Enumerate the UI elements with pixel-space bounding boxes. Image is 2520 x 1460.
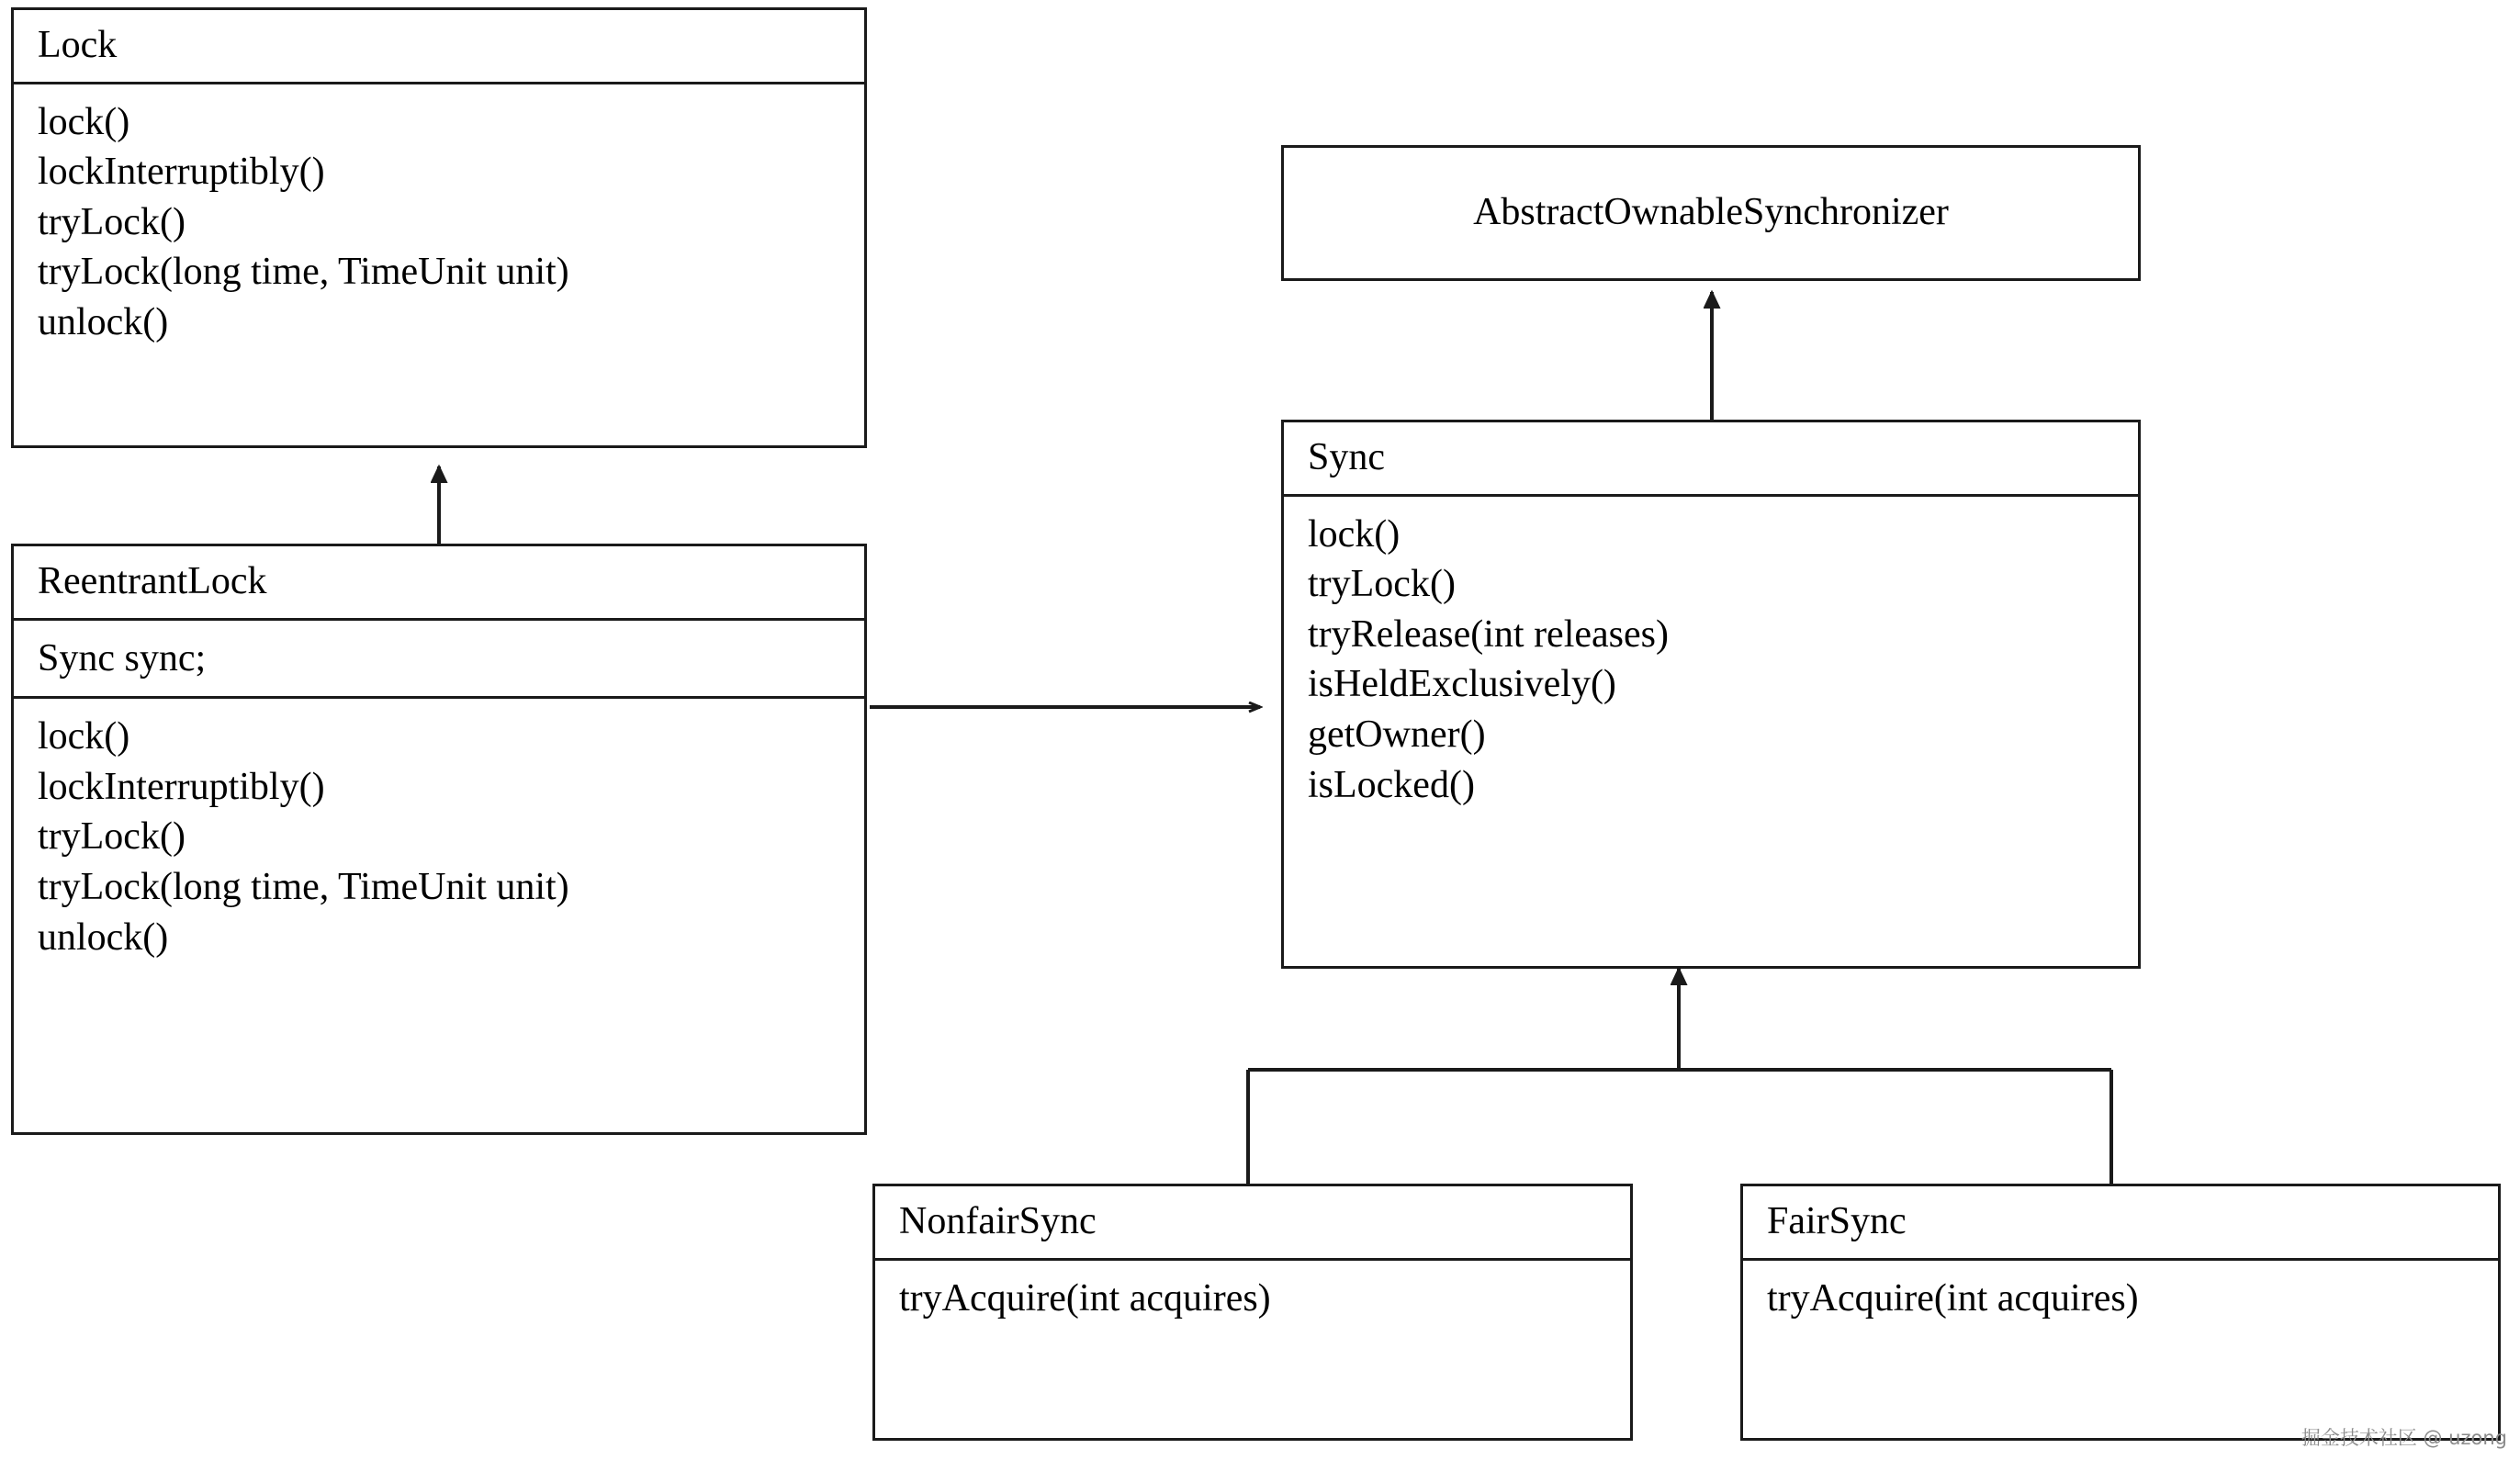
class-box-fairsync[interactable] bbox=[1740, 1184, 2501, 1441]
class-title-reentrantlock: ReentrantLock bbox=[38, 560, 267, 602]
class-methods-fairsync bbox=[1743, 1261, 2498, 1339]
class-title-abstractownablesynchronizer: AbstractOwnableSynchronizer bbox=[1473, 191, 1949, 234]
class-methods-nonfairsync bbox=[875, 1261, 1630, 1339]
method-item: lock() bbox=[38, 715, 130, 758]
method-item: tryLock() bbox=[38, 200, 186, 243]
method-item: isHeldExclusively() bbox=[1308, 663, 1616, 706]
method-item: tryLock(long time, TimeUnit unit) bbox=[38, 865, 569, 908]
class-title-fairsync: FairSync bbox=[1767, 1200, 1907, 1242]
method-item: tryLock() bbox=[38, 815, 186, 859]
class-title-nonfairsync: NonfairSync bbox=[899, 1200, 1097, 1242]
class-title-lock: Lock bbox=[38, 24, 118, 66]
watermark: 掘金技术社区 @ uzong bbox=[2301, 1427, 2507, 1449]
class-methods-sync bbox=[1284, 497, 2138, 825]
class-title-sync: Sync bbox=[1308, 436, 1385, 478]
class-box-lock[interactable] bbox=[11, 7, 867, 448]
class-box-reentrantlock[interactable] bbox=[11, 544, 867, 1135]
class-box-sync[interactable] bbox=[1281, 420, 2141, 969]
method-item: tryAcquire(int acquires) bbox=[1767, 1276, 2139, 1320]
method-item: tryAcquire(int acquires) bbox=[899, 1276, 1271, 1320]
method-item: unlock() bbox=[38, 915, 169, 959]
method-item: lockInterruptibly() bbox=[38, 151, 325, 194]
class-fields-reentrantlock bbox=[14, 621, 864, 697]
method-item: getOwner() bbox=[1308, 713, 1486, 756]
class-box-abstractownablesynchronizer[interactable] bbox=[1281, 145, 2141, 281]
method-item: tryLock(long time, TimeUnit unit) bbox=[38, 251, 569, 294]
field-item: Sync sync; bbox=[38, 636, 207, 679]
class-methods-lock bbox=[14, 84, 864, 363]
method-item: unlock() bbox=[38, 300, 169, 343]
method-item: lockInterruptibly() bbox=[38, 765, 325, 808]
method-item: isLocked() bbox=[1308, 763, 1475, 806]
class-methods-reentrantlock bbox=[14, 699, 864, 977]
method-item: tryRelease(int releases) bbox=[1308, 612, 1669, 656]
class-box-nonfairsync[interactable] bbox=[872, 1184, 1633, 1441]
method-item: lock() bbox=[1308, 512, 1401, 556]
method-item: lock() bbox=[38, 100, 130, 143]
edge-subclasses-to-sync bbox=[1248, 969, 2111, 1184]
method-item: tryLock() bbox=[1308, 563, 1456, 606]
